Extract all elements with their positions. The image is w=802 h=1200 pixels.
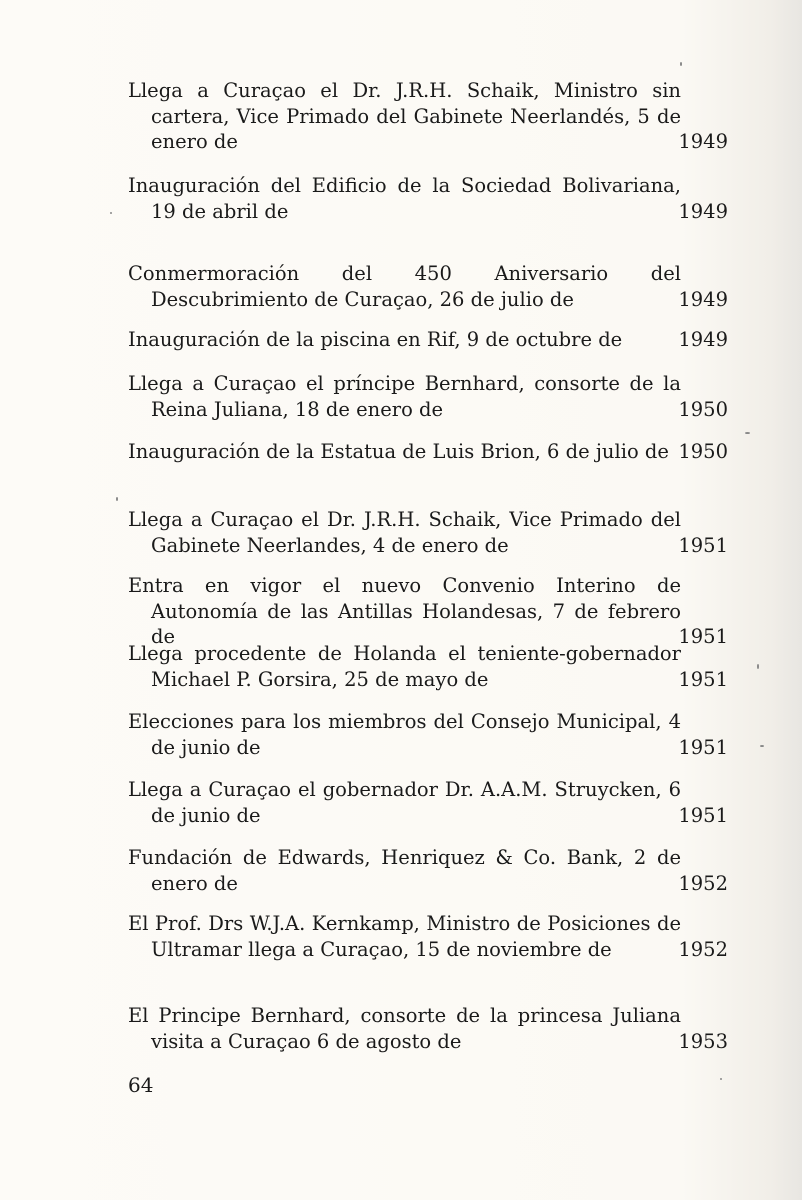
entry-year: 1951: [678, 533, 728, 557]
chronology-entry: [128, 911, 728, 962]
entry-year: 1951: [678, 803, 728, 827]
entry-text: Llega a Curaçao el gobernador Dr. A.A.M. Struycken, 6 de junio de: [128, 778, 681, 827]
chronology-entry: [128, 845, 728, 896]
entry-year: 1951: [678, 735, 728, 759]
entry-year: 1951: [678, 667, 728, 691]
entry-text: El Prof. Drs W.J.A. Kernkamp, Ministro de Posiciones de Ultramar llega a Curaçao, 15 de noviembre de: [128, 912, 681, 961]
entry-text: Elecciones para los miembros del Consejo Municipal, 4 de junio de: [128, 710, 681, 759]
entry-text: Inauguración del Edificio de la Sociedad Bolivariana, 19 de abril de: [128, 174, 681, 223]
entry-text: Inauguración de la piscina en Rif, 9 de octubre de: [128, 328, 623, 351]
chronology-entry: [128, 507, 728, 558]
chronology-entry: [128, 439, 728, 465]
entry-year: 1953: [678, 1029, 728, 1053]
chronology-entry: [128, 78, 728, 155]
print-speck: [110, 212, 112, 214]
entry-text: Llega procedente de Holanda el teniente-gobernador Michael P. Gorsira, 25 de mayo de: [128, 642, 681, 691]
entry-text: Llega a Curaçao el Dr. J.R.H. Schaik, Ministro sin cartera, Vice Primado del Gabinete Neerlandés, 5 de enero de: [128, 79, 681, 153]
entry-text: Llega a Curaçao el Dr. J.R.H. Schaik, Vice Primado del Gabinete Neerlandes, 4 de enero de: [128, 508, 681, 557]
entry-year: 1952: [678, 937, 728, 961]
print-speck: [116, 497, 118, 501]
entry-text: Inauguración de la Estatua de Luis Brion, 6 de julio de: [128, 440, 669, 463]
print-speck: [720, 1078, 722, 1080]
print-speck: [745, 432, 750, 434]
print-speck: [757, 664, 759, 669]
print-speck: [760, 745, 764, 747]
chronology-entry: [128, 371, 728, 422]
entry-text: Conmermoración del 450 Aniversario del Descubrimiento de Curaçao, 26 de julio de: [128, 262, 681, 311]
chronology-entry: [128, 327, 728, 353]
entry-text: Fundación de Edwards, Henriquez & Co. Bank, 2 de enero de: [128, 846, 681, 895]
chronology-entry: [128, 261, 728, 312]
entry-year: 1949: [678, 130, 728, 153]
chronology-entry: [128, 641, 728, 692]
chronology-entry: [128, 777, 728, 828]
entry-year: 1950: [678, 440, 728, 463]
entry-year: 1952: [678, 871, 728, 895]
entry-year: 1951: [678, 625, 728, 648]
print-speck: [680, 62, 682, 66]
chronology-entry: [128, 173, 728, 224]
entry-year: 1949: [678, 199, 728, 223]
entry-year: 1949: [678, 328, 728, 351]
entry-year: 1950: [678, 397, 728, 421]
chronology-entry: [128, 709, 728, 760]
entry-text: Llega a Curaçao el príncipe Bernhard, consorte de la Reina Juliana, 18 de enero de: [128, 372, 681, 421]
chronology-entry: [128, 573, 728, 650]
entry-year: 1949: [678, 287, 728, 311]
entry-text: El Principe Bernhard, consorte de la princesa Juliana visita a Curaçao 6 de agosto de: [128, 1004, 681, 1053]
chronology-entry: [128, 1003, 728, 1054]
entry-text: Entra en vigor el nuevo Convenio Interino de Autonomía de las Antillas Holandesas, 7 de febrero de: [128, 574, 681, 648]
page-number: 64: [128, 1073, 154, 1097]
